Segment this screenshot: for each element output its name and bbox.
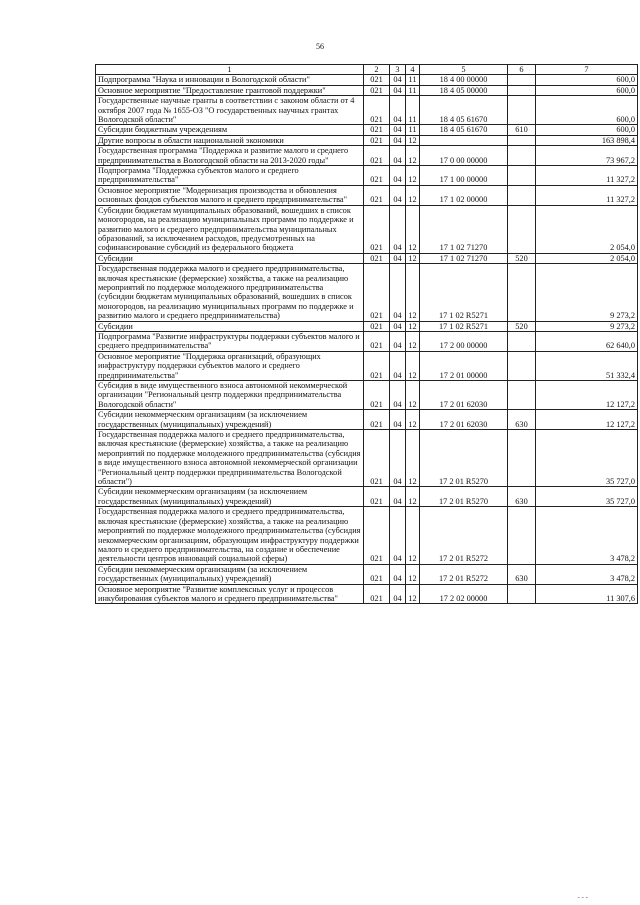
- budget-table: [95, 64, 638, 604]
- table-row: [96, 146, 638, 166]
- header-col-1: 1: [96, 65, 364, 75]
- row-amount: 62 640,0: [536, 331, 638, 351]
- row-name: Государственные научные гранты в соответствии с законом области от 4 октября 2007 года № 1655-ОЗ "О государственных научных грантах Вологодской области": [96, 96, 364, 125]
- row-code-2: 021: [364, 253, 390, 263]
- row-name: Государственная поддержка малого и среднего предпринимательства, включая крестьянские (фермерские) хозяйства, а также на реализацию мероприятий по поддержке молодежного предпринимательства (субсидии бюджетам муниципальных образований, вошедших в список моногородов, на реализацию муниципальных программ по поддержке и развитию малого и среднего предпринимательства): [96, 264, 364, 321]
- row-code-3: 04: [390, 75, 406, 85]
- row-amount: 600,0: [536, 85, 638, 95]
- row-code-4: 12: [406, 351, 420, 380]
- row-code-3: 04: [390, 166, 406, 186]
- table-row: [96, 205, 638, 253]
- table-row: [96, 584, 638, 604]
- table-row: [96, 410, 638, 430]
- row-code-3: 04: [390, 564, 406, 584]
- row-code-6: [508, 264, 536, 321]
- row-name: Субсидии: [96, 253, 364, 263]
- row-code-5: 17 2 02 00000: [420, 584, 508, 604]
- table-row: [96, 321, 638, 331]
- header-col-2: 2: [364, 65, 390, 75]
- row-amount: 3 478,2: [536, 564, 638, 584]
- row-code-5: 17 1 02 R5271: [420, 264, 508, 321]
- row-name: Основное мероприятие "Предоставление грантовой поддержки": [96, 85, 364, 95]
- table-row: [96, 331, 638, 351]
- row-code-4: 11: [406, 75, 420, 85]
- row-code-3: 04: [390, 85, 406, 95]
- row-amount: 2 054,0: [536, 205, 638, 253]
- row-name: Подпрограмма "Наука и инновации в Вологодской области": [96, 75, 364, 85]
- row-code-5: 17 2 01 R5272: [420, 507, 508, 564]
- row-code-2: 021: [364, 321, 390, 331]
- row-code-6: 520: [508, 253, 536, 263]
- row-name: Государственная поддержка малого и среднего предпринимательства, включая крестьянские (фермерские) хозяйства, а также на реализацию мероприятий по поддержке молодежного предпринимательства (субсидия некоммерческим организациям, образующим инфраструктуру поддержки малого и среднего предпринимательства, на создание и обеспечение деятельности центров инноваций социальной сферы): [96, 507, 364, 564]
- row-code-2: 021: [364, 410, 390, 430]
- row-code-4: 12: [406, 166, 420, 186]
- row-amount: 2 054,0: [536, 253, 638, 263]
- row-code-3: 04: [390, 351, 406, 380]
- row-code-2: 021: [364, 205, 390, 253]
- row-amount: 600,0: [536, 96, 638, 125]
- row-code-3: 04: [390, 487, 406, 507]
- header-col-6: 6: [508, 65, 536, 75]
- row-name: Субсидия в виде имущественного взноса автономной некоммерческой организации "Региональный центр поддержки предпринимательства Вологодской области": [96, 381, 364, 410]
- row-code-6: 630: [508, 564, 536, 584]
- row-code-5: 17 2 01 R5270: [420, 487, 508, 507]
- row-code-5: 17 2 01 R5270: [420, 430, 508, 487]
- row-code-6: [508, 135, 536, 145]
- row-code-3: 04: [390, 205, 406, 253]
- row-code-4: 12: [406, 564, 420, 584]
- row-code-5: 17 1 02 71270: [420, 205, 508, 253]
- row-code-3: 04: [390, 96, 406, 125]
- table-row: [96, 85, 638, 95]
- row-code-5: 17 1 00 00000: [420, 166, 508, 186]
- row-code-4: 12: [406, 146, 420, 166]
- row-amount: 600,0: [536, 75, 638, 85]
- row-code-3: 04: [390, 135, 406, 145]
- corner-mark: - - -: [577, 893, 588, 901]
- row-code-6: 520: [508, 321, 536, 331]
- row-code-4: 12: [406, 381, 420, 410]
- row-code-6: [508, 381, 536, 410]
- row-code-5: 18 4 00 00000: [420, 75, 508, 85]
- table-row: [96, 430, 638, 487]
- row-code-4: 12: [406, 331, 420, 351]
- row-code-3: 04: [390, 146, 406, 166]
- row-amount: 9 273,2: [536, 264, 638, 321]
- row-code-5: 17 2 01 62030: [420, 410, 508, 430]
- row-amount: 12 127,2: [536, 381, 638, 410]
- row-code-5: 18 4 05 00000: [420, 85, 508, 95]
- row-code-2: 021: [364, 85, 390, 95]
- row-code-6: 630: [508, 410, 536, 430]
- row-code-3: 04: [390, 381, 406, 410]
- table-row: [96, 487, 638, 507]
- page-number: 56: [316, 42, 324, 51]
- row-code-4: 11: [406, 96, 420, 125]
- table-row: [96, 166, 638, 186]
- row-code-2: 021: [364, 430, 390, 487]
- table-row: [96, 125, 638, 135]
- row-amount: 73 967,2: [536, 146, 638, 166]
- row-code-4: 12: [406, 410, 420, 430]
- row-code-2: 021: [364, 584, 390, 604]
- row-code-6: [508, 507, 536, 564]
- row-code-5: 17 1 02 71270: [420, 253, 508, 263]
- row-code-3: 04: [390, 185, 406, 205]
- table-row: [96, 381, 638, 410]
- row-name: Субсидии бюджетным учреждениям: [96, 125, 364, 135]
- row-code-6: [508, 146, 536, 166]
- row-code-3: 04: [390, 253, 406, 263]
- row-code-5: 17 0 00 00000: [420, 146, 508, 166]
- row-code-5: 17 2 00 00000: [420, 331, 508, 351]
- row-code-2: 021: [364, 96, 390, 125]
- row-code-5: 17 1 02 00000: [420, 185, 508, 205]
- row-code-2: 021: [364, 487, 390, 507]
- row-name: Государственная программа "Поддержка и развитие малого и среднего предпринимательства в Вологодской области на 2013-2020 годы": [96, 146, 364, 166]
- row-code-5: 17 1 02 R5271: [420, 321, 508, 331]
- row-code-2: 021: [364, 331, 390, 351]
- row-code-6: [508, 96, 536, 125]
- row-code-3: 04: [390, 410, 406, 430]
- row-code-6: [508, 166, 536, 186]
- row-code-2: 021: [364, 564, 390, 584]
- header-col-3: 3: [390, 65, 406, 75]
- row-code-2: 021: [364, 185, 390, 205]
- row-code-6: [508, 351, 536, 380]
- row-name: Подпрограмма "Поддержка субъектов малого и среднего предпринимательства": [96, 166, 364, 186]
- row-code-2: 021: [364, 264, 390, 321]
- row-code-2: 021: [364, 507, 390, 564]
- row-code-2: 021: [364, 75, 390, 85]
- row-name: Субсидии некоммерческим организациям (за исключением государственных (муниципальных) учреждений): [96, 410, 364, 430]
- row-code-2: 021: [364, 166, 390, 186]
- row-code-3: 04: [390, 331, 406, 351]
- row-name: Государственная поддержка малого и среднего предпринимательства, включая крестьянские (фермерские) хозяйства, а также на реализацию мероприятий по поддержке молодежного предпринимательства (субсидия в виде имущественного взноса автономной некоммерческой организации "Региональный центр поддержки предпринимательства Вологодской области"): [96, 430, 364, 487]
- row-name: Основное мероприятие "Модернизация производства и обновления основных фондов субъектов малого и среднего предпринимательства": [96, 185, 364, 205]
- row-code-3: 04: [390, 264, 406, 321]
- row-amount: 3 478,2: [536, 507, 638, 564]
- row-amount: 35 727,0: [536, 487, 638, 507]
- row-name: Подпрограмма "Развитие инфраструктуры поддержки субъектов малого и среднего предпринимательства": [96, 331, 364, 351]
- row-code-6: [508, 205, 536, 253]
- row-code-6: [508, 185, 536, 205]
- row-code-5: [420, 135, 508, 145]
- row-code-6: [508, 85, 536, 95]
- row-code-3: 04: [390, 584, 406, 604]
- row-name: Субсидии: [96, 321, 364, 331]
- row-code-3: 04: [390, 507, 406, 564]
- table-header-row: [96, 65, 638, 75]
- header-col-7: 7: [536, 65, 638, 75]
- row-amount: 600,0: [536, 125, 638, 135]
- row-amount: 11 327,2: [536, 166, 638, 186]
- row-amount: 9 273,2: [536, 321, 638, 331]
- row-code-5: 18 4 05 61670: [420, 96, 508, 125]
- table-row: [96, 75, 638, 85]
- row-code-6: [508, 584, 536, 604]
- row-name: Другие вопросы в области национальной экономики: [96, 135, 364, 145]
- row-name: Субсидии некоммерческим организациям (за исключением государственных (муниципальных) учреждений): [96, 487, 364, 507]
- table-row: [96, 96, 638, 125]
- row-code-6: 630: [508, 487, 536, 507]
- table-row: [96, 507, 638, 564]
- row-amount: 163 898,4: [536, 135, 638, 145]
- header-col-4: 4: [406, 65, 420, 75]
- row-code-4: 11: [406, 85, 420, 95]
- row-code-4: 12: [406, 185, 420, 205]
- row-name: Основное мероприятие "Поддержка организаций, образующих инфраструктуру поддержки субъектов малого и среднего предпринимательства": [96, 351, 364, 380]
- row-code-6: [508, 331, 536, 351]
- row-code-2: 021: [364, 351, 390, 380]
- row-code-3: 04: [390, 430, 406, 487]
- row-code-4: 11: [406, 125, 420, 135]
- row-code-3: 04: [390, 321, 406, 331]
- row-code-3: 04: [390, 125, 406, 135]
- row-amount: 12 127,2: [536, 410, 638, 430]
- row-code-2: 021: [364, 125, 390, 135]
- row-amount: 11 327,2: [536, 185, 638, 205]
- row-amount: 11 307,6: [536, 584, 638, 604]
- row-code-4: 12: [406, 430, 420, 487]
- row-name: Основное мероприятие "Развитие комплексных услуг и процессов инкубирования субъектов малого и среднего предпринимательства": [96, 584, 364, 604]
- table-row: [96, 185, 638, 205]
- row-code-5: 17 2 01 00000: [420, 351, 508, 380]
- row-code-4: 12: [406, 487, 420, 507]
- row-code-4: 12: [406, 253, 420, 263]
- row-code-2: 021: [364, 146, 390, 166]
- table-row: [96, 253, 638, 263]
- row-code-2: 021: [364, 381, 390, 410]
- table-row: [96, 351, 638, 380]
- row-amount: 35 727,0: [536, 430, 638, 487]
- row-code-4: 12: [406, 264, 420, 321]
- row-code-4: 12: [406, 507, 420, 564]
- row-code-4: 12: [406, 135, 420, 145]
- table-row: [96, 564, 638, 584]
- table-row: [96, 264, 638, 321]
- row-code-2: 021: [364, 135, 390, 145]
- row-code-5: 17 2 01 62030: [420, 381, 508, 410]
- table-row: [96, 135, 638, 145]
- header-col-5: 5: [420, 65, 508, 75]
- row-code-4: 12: [406, 584, 420, 604]
- row-amount: 51 332,4: [536, 351, 638, 380]
- row-name: Субсидии бюджетам муниципальных образований, вошедших в список моногородов, на реализацию муниципальных программ по поддержке и развитию малого и среднего предпринимательства муниципальных образований, за исключением расходов, предусмотренных на софинансирование субсидий из федерального бюджета: [96, 205, 364, 253]
- row-name: Субсидии некоммерческим организациям (за исключением государственных (муниципальных) учреждений): [96, 564, 364, 584]
- row-code-4: 12: [406, 205, 420, 253]
- row-code-5: 17 2 01 R5272: [420, 564, 508, 584]
- row-code-6: 610: [508, 125, 536, 135]
- row-code-6: [508, 75, 536, 85]
- row-code-5: 18 4 05 61670: [420, 125, 508, 135]
- row-code-4: 12: [406, 321, 420, 331]
- row-code-6: [508, 430, 536, 487]
